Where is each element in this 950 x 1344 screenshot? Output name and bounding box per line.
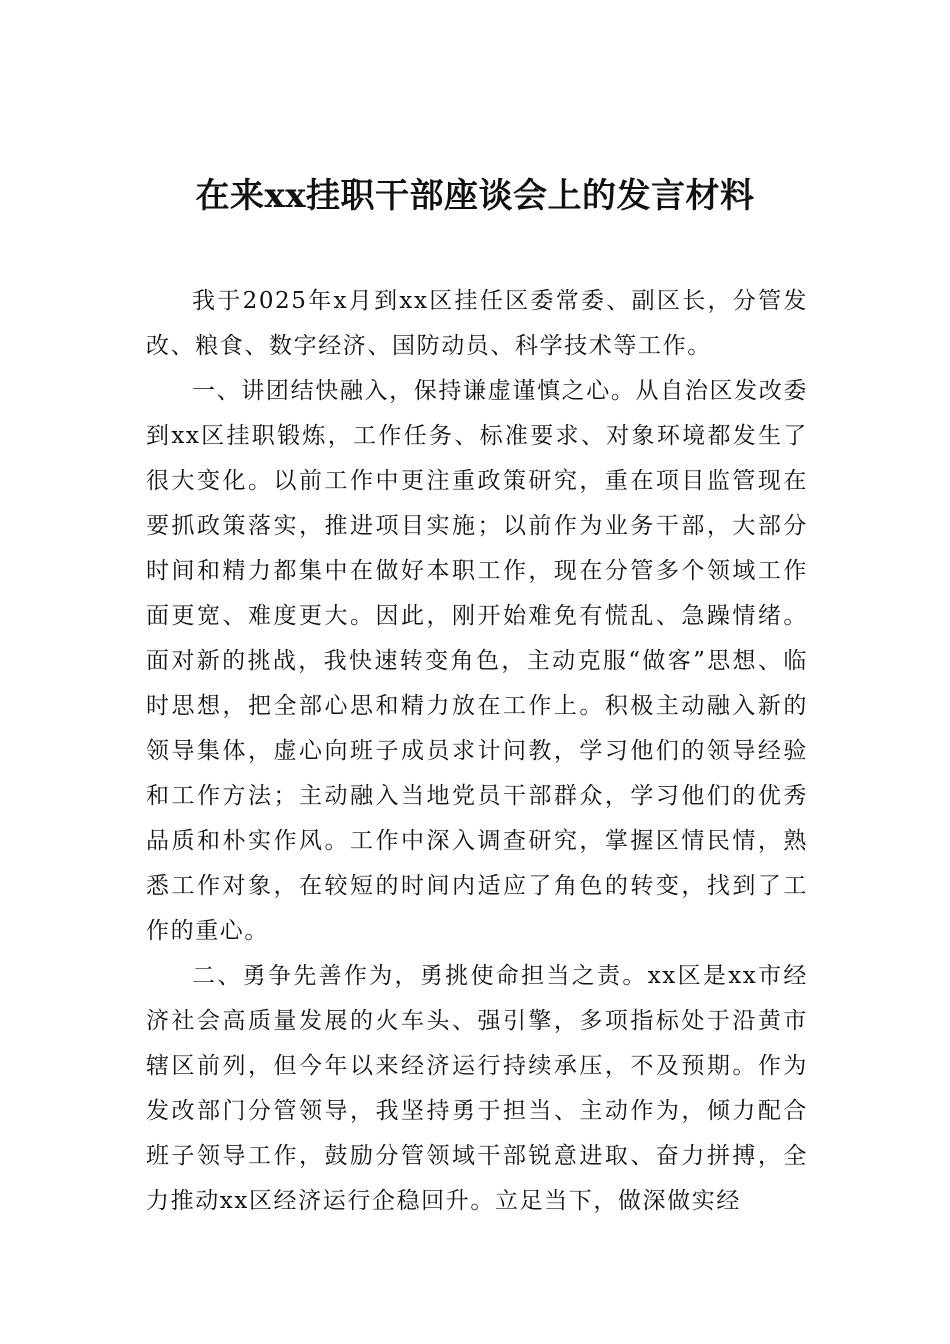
document-title: 在来xx挂职干部座谈会上的发言材料 (195, 176, 755, 216)
paragraph-section-one: 一、讲团结快融入，保持谦虚谨慎之心。从自治区发改委到xx区挂职锻炼，工作任务、标准要求、对象环境都发生了很大变化。以前工作中更注重政策研究，重在项目监管现在要抓政策落实，推进项目实施；以前作为业务干部，大部分时间和精力都集中在做好本职工作，现在分管多个领域工作面更宽、难度更大。因此，刚开始难免有慌乱、急躁情绪。面对新的挑战，我快速转变角色，主动克服“做客”思想、临时思想，把全部心思和精力放在工作上。积极主动融入新的领导集体，虚心向班子成员求计问教，学习他们的领导经验和工作方法；主动融入当地党员干部群众，学习他们的优秀品质和朴实作风。工作中深入调查研究，掌握区情民情，熟悉工作对象，在较短的时间内适应了角色的转变，找到了工作的重心。 (146, 378, 808, 944)
document-body (146, 279, 808, 1224)
paragraph-section-two: 二、勇争先善作为，勇挑使命担当之责。xx区是xx市经济社会高质量发展的火车头、强引擎，多项指标处于沿黄市辖区前列，但今年以来经济运行持续承压，不及预期。作为发改部门分管领导，我坚持勇于担当、主动作为，倾力配合班子领导工作，鼓励分管领域干部锐意进取、奋力拼搏，全力推动xx区经济运行企稳回升。立足当下，做深做实经 (146, 963, 808, 1214)
paragraph-intro: 我于2025年x月到xx区挂任区委常委、副区长，分管发改、粮食、数字经济、国防动员、科学技术等工作。 (146, 288, 808, 359)
